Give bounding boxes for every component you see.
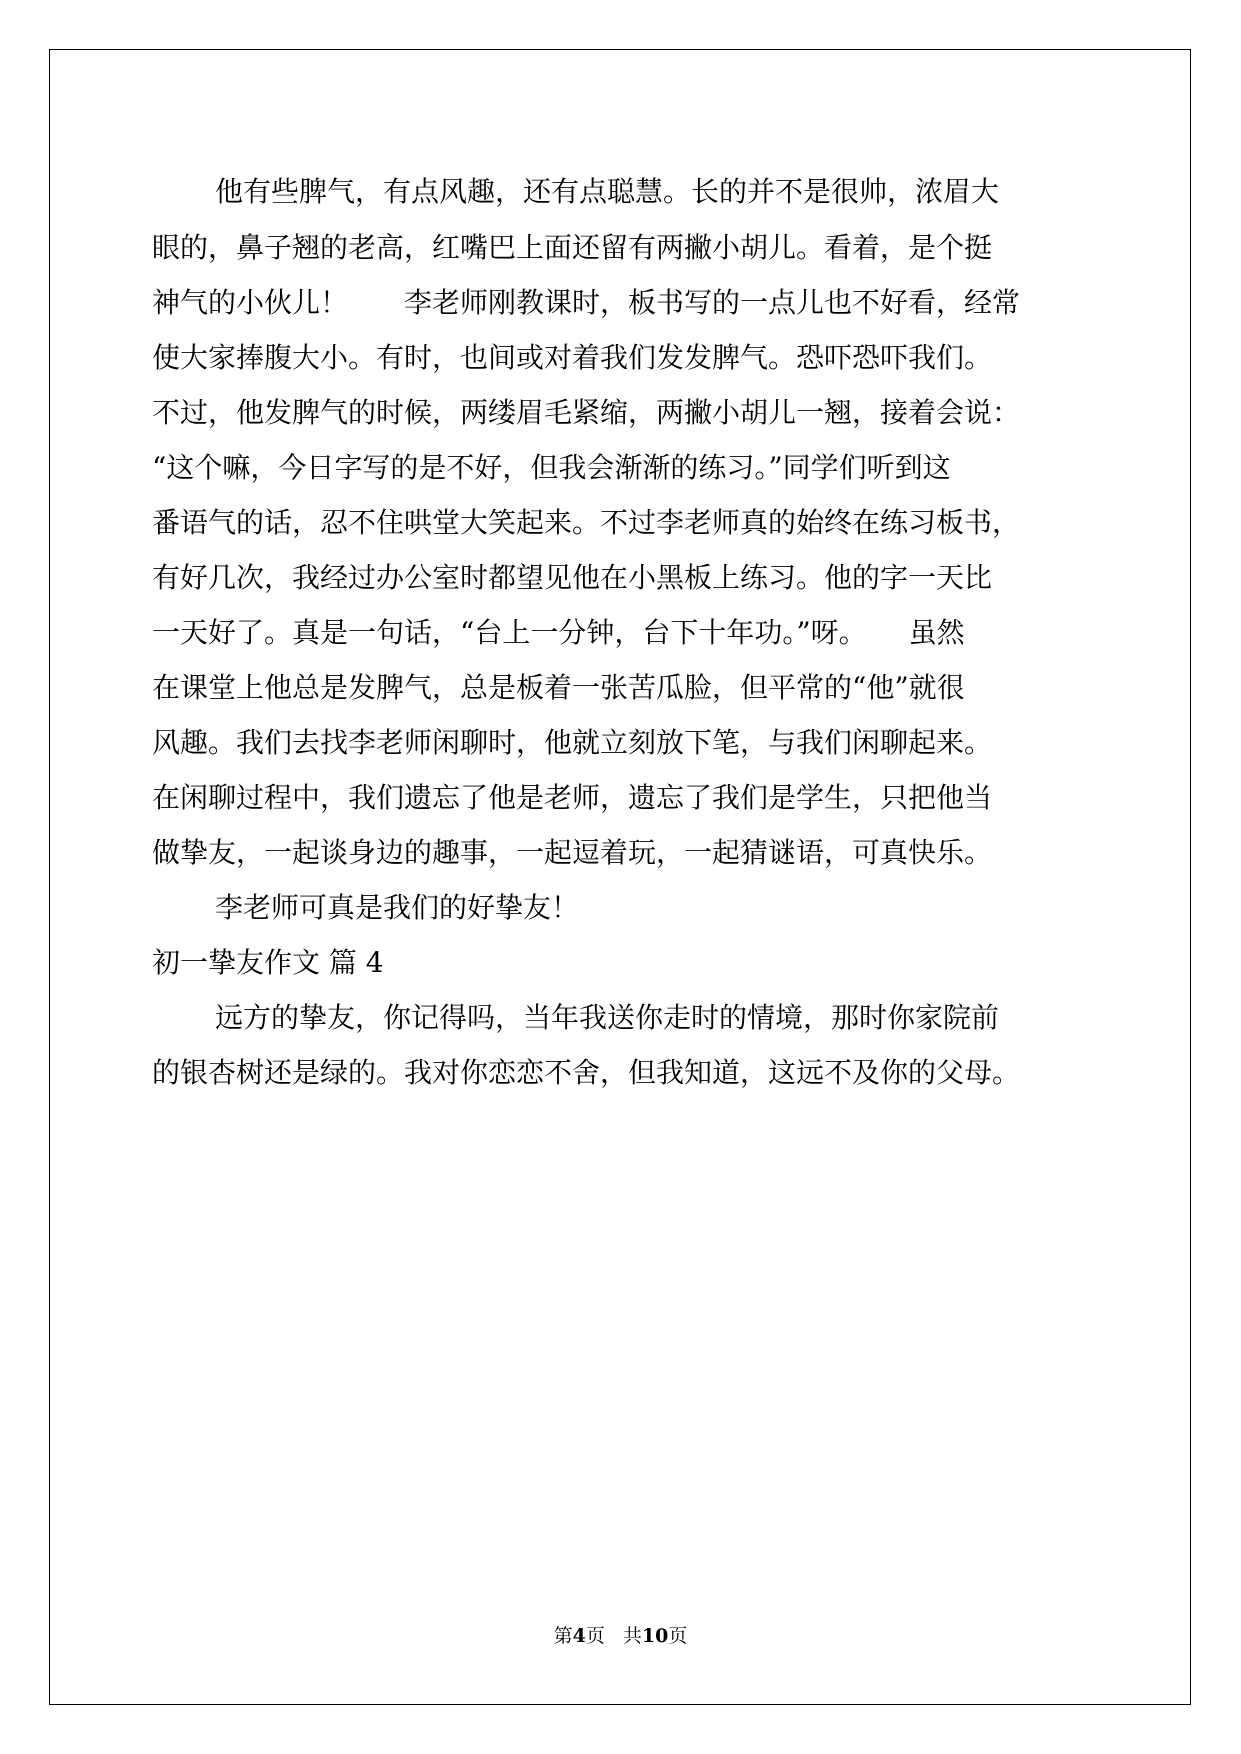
total-prefix: 共 [622,1625,642,1647]
paragraph-line: 做挚友，一起谈身边的趣事，一起逗着玩，一起猜谜语，可真快乐。 [152,836,993,869]
page-prefix: 第 [553,1625,573,1647]
paragraph-line: 在闲聊过程中，我们遗忘了他是老师，遗忘了我们是学生，只把他当 [152,781,993,814]
paragraph-line: 番语气的话，忍不住哄堂大笑起来。不过李老师真的始终在练习板书， [152,506,1021,539]
paragraph-line: 他有些脾气，有点风趣，还有点聪慧。长的并不是很帅，浓眉大 [215,175,1000,208]
paragraph-line: 神气的小伙儿！ 李老师刚教课时，板书写的一点儿也不好看，经常 [152,286,1021,319]
paragraph-line: 的银杏树还是绿的。我对你恋恋不舍，但我知道，这远不及你的父母。 [152,1056,1021,1089]
page-number: 4 [572,1625,586,1647]
paragraph-line: 李老师可真是我们的好挚友！ [215,891,580,924]
page-suffix: 页 [585,1625,605,1647]
page-footer [0,1624,1241,1648]
total-pages: 10 [641,1625,669,1647]
paragraph-line: 有好几次，我经过办公室时都望见他在小黑板上练习。他的字一天比 [152,561,993,594]
paragraph-line: 使大家捧腹大小。有时，也间或对着我们发发脾气。恐吓恐吓我们。 [152,341,993,374]
paragraph-line: 眼的，鼻子翘的老高，红嘴巴上面还留有两撇小胡儿。看着，是个挺 [152,231,993,264]
paragraph-line: 远方的挚友，你记得吗，当年我送你走时的情境，那时你家院前 [215,1001,1000,1034]
paragraph-line: 一天好了。真是一句话，“台上一分钟，台下十年功。”呀。 虽然 [152,616,965,649]
total-suffix: 页 [668,1625,688,1647]
paragraph-line: 不过，他发脾气的时候，两缕眉毛紧缩，两撇小胡儿一翘，接着会说： [152,396,1021,429]
paragraph-line: 在课堂上他总是发脾气，总是板着一张苦瓜脸，但平常的“他”就很 [152,671,965,704]
section-heading: 初一挚友作文 篇 4 [152,946,384,979]
paragraph-line: “这个嘛，今日字写的是不好，但我会渐渐的练习。”同学们听到这 [152,451,951,484]
paragraph-line: 风趣。我们去找李老师闲聊时，他就立刻放下笔，与我们闲聊起来。 [152,726,993,759]
